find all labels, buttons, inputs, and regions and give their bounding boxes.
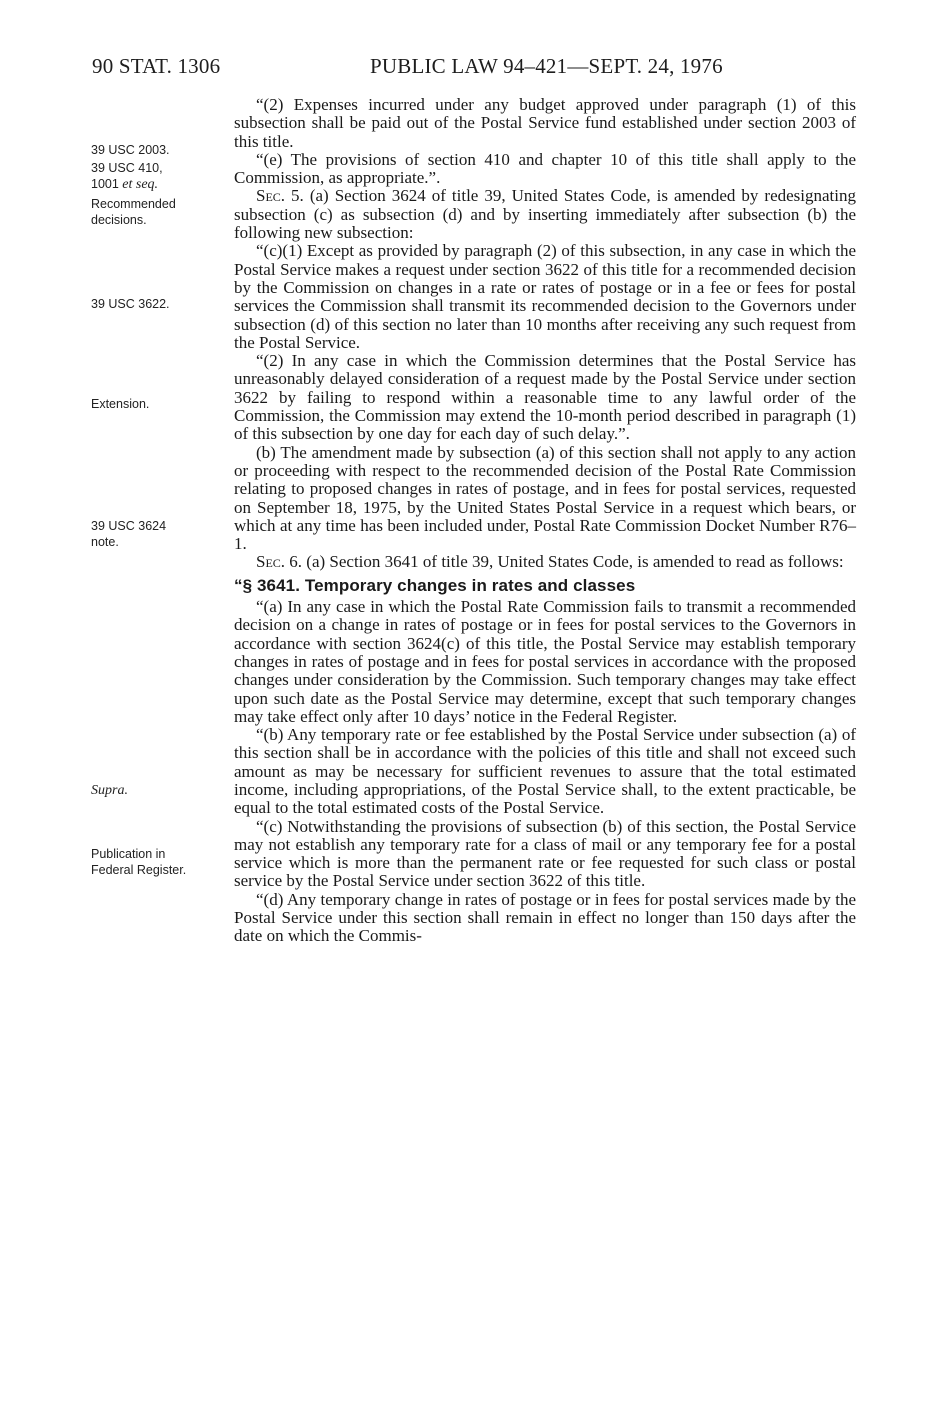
paragraph-sec-6 — [234, 553, 856, 571]
paragraph-3641-d: “(d) Any temporary change in rates of postage or in fees for postal services made by the Postal Service under this section shall remain in effect no longer than 150 days after the date on which the Commis- — [234, 889, 856, 946]
margin-note-recommended-decisions — [91, 196, 236, 228]
margin-note-line: Publication in — [91, 847, 166, 861]
paragraph-c1: “(c)(1) Except as provided by paragraph (2) of this subsection, in any case in which the Postal Service makes a request under section 3622 of this title for a recommended decision by the Commission on changes in a rate or rates of postage or in a fee or fees for postal services the Commission shall transmit its recommended decision to the Governors under subsection (d) of this section no later than 10 months after receiving any such request from the Postal Service. — [234, 241, 856, 352]
margin-note-39-usc-3622: 39 USC 3622. — [91, 297, 170, 311]
margin-note-supra — [91, 782, 236, 799]
margin-note-39-usc-2003: 39 USC 2003. — [91, 143, 170, 157]
paragraph-subsection-e: “(e) The provisions of section 410 and chapter 10 of this title shall apply to the Commission, as appropriate.”. — [234, 149, 856, 188]
paragraph-b-amendment: (b) The amendment made by subsection (a) of this section shall not apply to any action or proceeding with respect to the recommended decision of the Postal Rate Commission relating to proposed changes in rates of postage, and in fees for postal services, requested on September 18, 1975, by the United States Postal Service in a request which bears, or which at any time has been included under, Postal Rate Commission Docket Number R76–1. — [234, 442, 856, 554]
margin-note-line: 39 USC 3624 — [91, 519, 167, 533]
margin-note-line: note. — [91, 535, 119, 549]
paragraph-c2: “(2) In any case in which the Commission determines that the Postal Service has unreasonably delayed consideration of a request made by the Postal Service under section 3622 by failing to respond within a reasonable time to any lawful order of the Commission, the Commission may extend the 10-month period described in paragraph (1) of this subsection by one day for each day of such delay.”. — [234, 351, 856, 444]
stat-page-number: 90 STAT. 1306 — [92, 54, 221, 78]
section-label: Sec. — [256, 552, 286, 572]
margin-note-extension: Extension. — [91, 397, 150, 411]
running-head-title: PUBLIC LAW 94–421—SEPT. 24, 1976 — [370, 54, 723, 78]
margin-note-39-usc-3624-note — [91, 518, 236, 550]
statute-text — [234, 96, 856, 946]
margin-note-line: 39 USC 410, — [91, 161, 163, 175]
paragraph-sec-5 — [234, 187, 856, 242]
section-label: Sec. — [256, 186, 286, 206]
margin-note-line: decisions. — [91, 213, 147, 227]
margin-note-italic: Supra. — [91, 783, 128, 798]
margin-note-line: Recommended — [91, 197, 176, 211]
page-header — [92, 54, 852, 80]
paragraph-3641-a: “(a) In any case in which the Postal Rate Commission fails to transmit a recommended decision on a change in rates of postage or in fees for postal services to the Governors in accordance with section 3624(c) of this title, the Postal Service may establish temporary changes in rates of postage and in fees for postal services in accordance with the proposed changes under consideration by the Commission. Such temporary changes may take effect upon such date as the Postal Service may determine, except that such temporary changes may take effect only after 10 days’ notice in the Federal Register. — [234, 597, 856, 726]
paragraph-text: 5. (a) Section 3624 of title 39, United States Code, is amended by redesignating subsection (c) as subsection (d) and by inserting immediately after subsection (b) the following new subsection: — [234, 186, 856, 243]
paragraph-3641-b: “(b) Any temporary rate or fee established by the Postal Service under subsection (a) of this section shall be in accordance with the policies of this title and shall not exceed such amount as may be necessary for sufficient revenues to assure that the total estimated income, including appropriations, of the Postal Service shall, to the extent practicable, be equal to the total estimated costs of the Postal Service. — [234, 725, 856, 818]
margin-note-publication — [91, 846, 236, 878]
margin-note-italic: et seq. — [122, 177, 159, 192]
margin-note-line: Federal Register. — [91, 863, 187, 877]
section-heading-3641: “§ 3641. Temporary changes in rates and classes — [234, 575, 636, 595]
paragraph-budget-expenses: “(2) Expenses incurred under any budget approved under paragraph (1) of this subsection shall be paid out of the Postal Service fund established under section 2003 of this title. — [234, 95, 856, 151]
margin-note-text: 1001 — [91, 177, 123, 191]
margin-note-line — [91, 176, 236, 193]
paragraph-text: 6. (a) Section 3641 of title 39, United States Code, is amended to read as follows: — [285, 552, 844, 572]
margin-note-39-usc-410 — [91, 160, 236, 193]
paragraph-3641-c: “(c) Notwithstanding the provisions of subsection (b) of this section, the Postal Service may not establish any temporary rate for a class of mail or any temporary fee for a postal service which is more than the permanent rate or fee requested for such class or postal service by the Postal Service under section 3622 of this title. — [234, 816, 856, 891]
